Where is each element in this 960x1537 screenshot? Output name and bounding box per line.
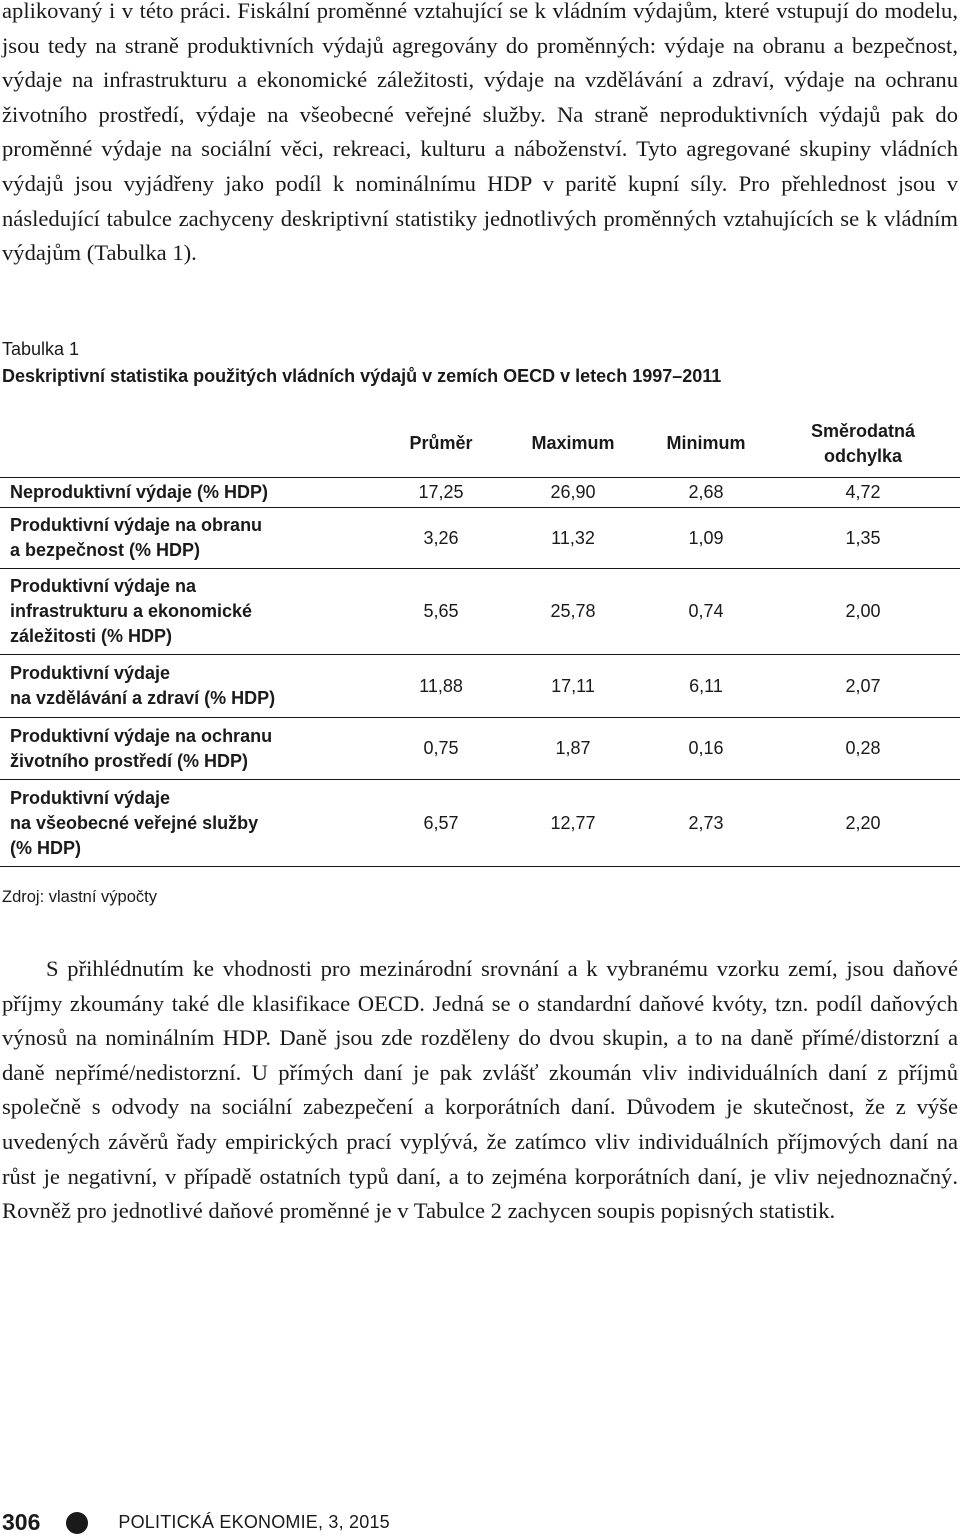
body-paragraph-top: aplikovaný i v této práci. Fiskální proměnné vztahující se k vládním výdajům, které vstupují do modelu, jsou tedy na straně produktivních výdajů agregovány do proměnných: výdaje na obranu a bezpečnost, výdaje na infrastrukturu a ekonomické záležitosti, výdaje na vzdělávání a zdraví, výdaje na ochranu životního prostředí, výdaje na všeobecné veřejné služby. Na straně neproduktivních výdajů pak do proměnné výdaje na sociální věci, rekreaci, kulturu a náboženství. Tyto agregované skupiny vládních výdajů jsou vyjádřeny jako podíl k nominálnímu HDP v paritě kupní síly. Pro přehlednost jsou v následující tabulce zachyceny deskriptivní statistiky jednotlivých proměnných vztahujících se k vládním výdajům (Tabulka 1). bbox=[2, 0, 958, 266]
table-row bbox=[0, 780, 960, 867]
cell-sd: 2,20 bbox=[845, 812, 881, 833]
row-label: Neproduktivní výdaje (% HDP) bbox=[10, 482, 269, 502]
row-label: Produktivní výdaje na vzdělávání a zdraví (% HDP) bbox=[10, 663, 276, 708]
body-paragraph-bottom bbox=[2, 952, 958, 1229]
cell-mean: 17,25 bbox=[418, 482, 464, 502]
table-header-row bbox=[0, 410, 960, 478]
cell-sd: 4,72 bbox=[845, 482, 881, 502]
table-row bbox=[0, 655, 960, 718]
cell-min: 0,74 bbox=[688, 601, 724, 621]
page-number: 306 bbox=[2, 1509, 41, 1535]
cell-mean: 11,88 bbox=[419, 675, 463, 696]
row-label: Produktivní výdaje na infrastrukturu a ekonomické záležitosti (% HDP) bbox=[10, 576, 253, 646]
cell-min: 1,09 bbox=[688, 527, 724, 548]
cell-min: 6,11 bbox=[689, 675, 723, 696]
cell-max: 11,32 bbox=[551, 527, 595, 548]
cell-min: 0,16 bbox=[688, 738, 724, 758]
table-label: Tabulka 1 bbox=[2, 339, 80, 359]
header-sd-text: Směrodatná odchylka bbox=[810, 420, 916, 466]
cell-sd: 2,00 bbox=[845, 601, 881, 621]
cell-mean: 3,26 bbox=[423, 527, 459, 548]
table-row bbox=[0, 508, 960, 569]
cell-sd: 0,28 bbox=[845, 738, 881, 758]
stats-table bbox=[0, 410, 960, 867]
table-source-note: Zdroj: vlastní výpočty bbox=[2, 888, 157, 906]
cell-sd: 1,35 bbox=[845, 527, 881, 548]
cell-max: 25,78 bbox=[550, 601, 596, 621]
page-footer bbox=[2, 1509, 390, 1536]
table-row bbox=[0, 569, 960, 655]
cell-mean: 5,65 bbox=[423, 601, 459, 621]
header-min: Minimum bbox=[646, 410, 766, 478]
header-sd bbox=[766, 410, 960, 478]
cell-max: 26,90 bbox=[550, 482, 596, 502]
table-row bbox=[0, 478, 960, 508]
table-row bbox=[0, 718, 960, 780]
journal-name: POLITICKÁ EKONOMIE, 3, 2015 bbox=[118, 1512, 390, 1532]
table-title: Deskriptivní statistika použitých vládních výdajů v zemích OECD v letech 1997–2011 bbox=[2, 366, 722, 386]
cell-mean: 0,75 bbox=[423, 738, 459, 758]
body-paragraph-bottom-text: S přihlédnutím ke vhodnosti pro mezinárodní srovnání a k vybranému vzorku zemí, jsou daňové příjmy zkoumány také dle klasifikace OECD. Jedná se o standardní daňové kvóty, tzn. podíl daňových výnosů na nominálním HDP. Daně jsou zde rozděleny do dvou skupin, a to na daně přímé/distorzní a daně nepřímé/nedistorzní. U přímých daní je pak zvlášť zkoumán vliv individuálních daní z příjmů společně s odvody na sociální zabezpečení a korporátních daní. Důvodem je skutečnost, že z výše uvedených závěrů řady empirických prací vyplývá, že zatímco vliv individuálních příjmových daní na růst je negativní, v případě ostatních typů daní, a to zejména korporátních daní, je vliv nejednoznačný. Rovněž pro jednotlivé daňové proměnné je v Tabulce 2 zachycen soupis popisných statistik. bbox=[2, 956, 958, 1224]
cell-max: 1,87 bbox=[555, 738, 591, 758]
row-label: Produktivní výdaje na obranu a bezpečnost (% HDP) bbox=[10, 515, 263, 560]
filled-circle-icon bbox=[66, 1512, 88, 1534]
header-variable bbox=[0, 410, 382, 478]
cell-min: 2,68 bbox=[688, 482, 724, 502]
header-max: Maximum bbox=[500, 410, 646, 478]
row-label: Produktivní výdaje na všeobecné veřejné služby (% HDP) bbox=[10, 787, 259, 858]
cell-mean: 6,57 bbox=[423, 812, 459, 833]
cell-max: 12,77 bbox=[550, 812, 596, 833]
cell-min: 2,73 bbox=[688, 812, 724, 833]
row-label: Produktivní výdaje na ochranu životního prostředí (% HDP) bbox=[10, 725, 273, 771]
header-mean: Průměr bbox=[382, 410, 500, 478]
cell-sd: 2,07 bbox=[845, 675, 881, 696]
cell-max: 17,11 bbox=[551, 675, 595, 696]
